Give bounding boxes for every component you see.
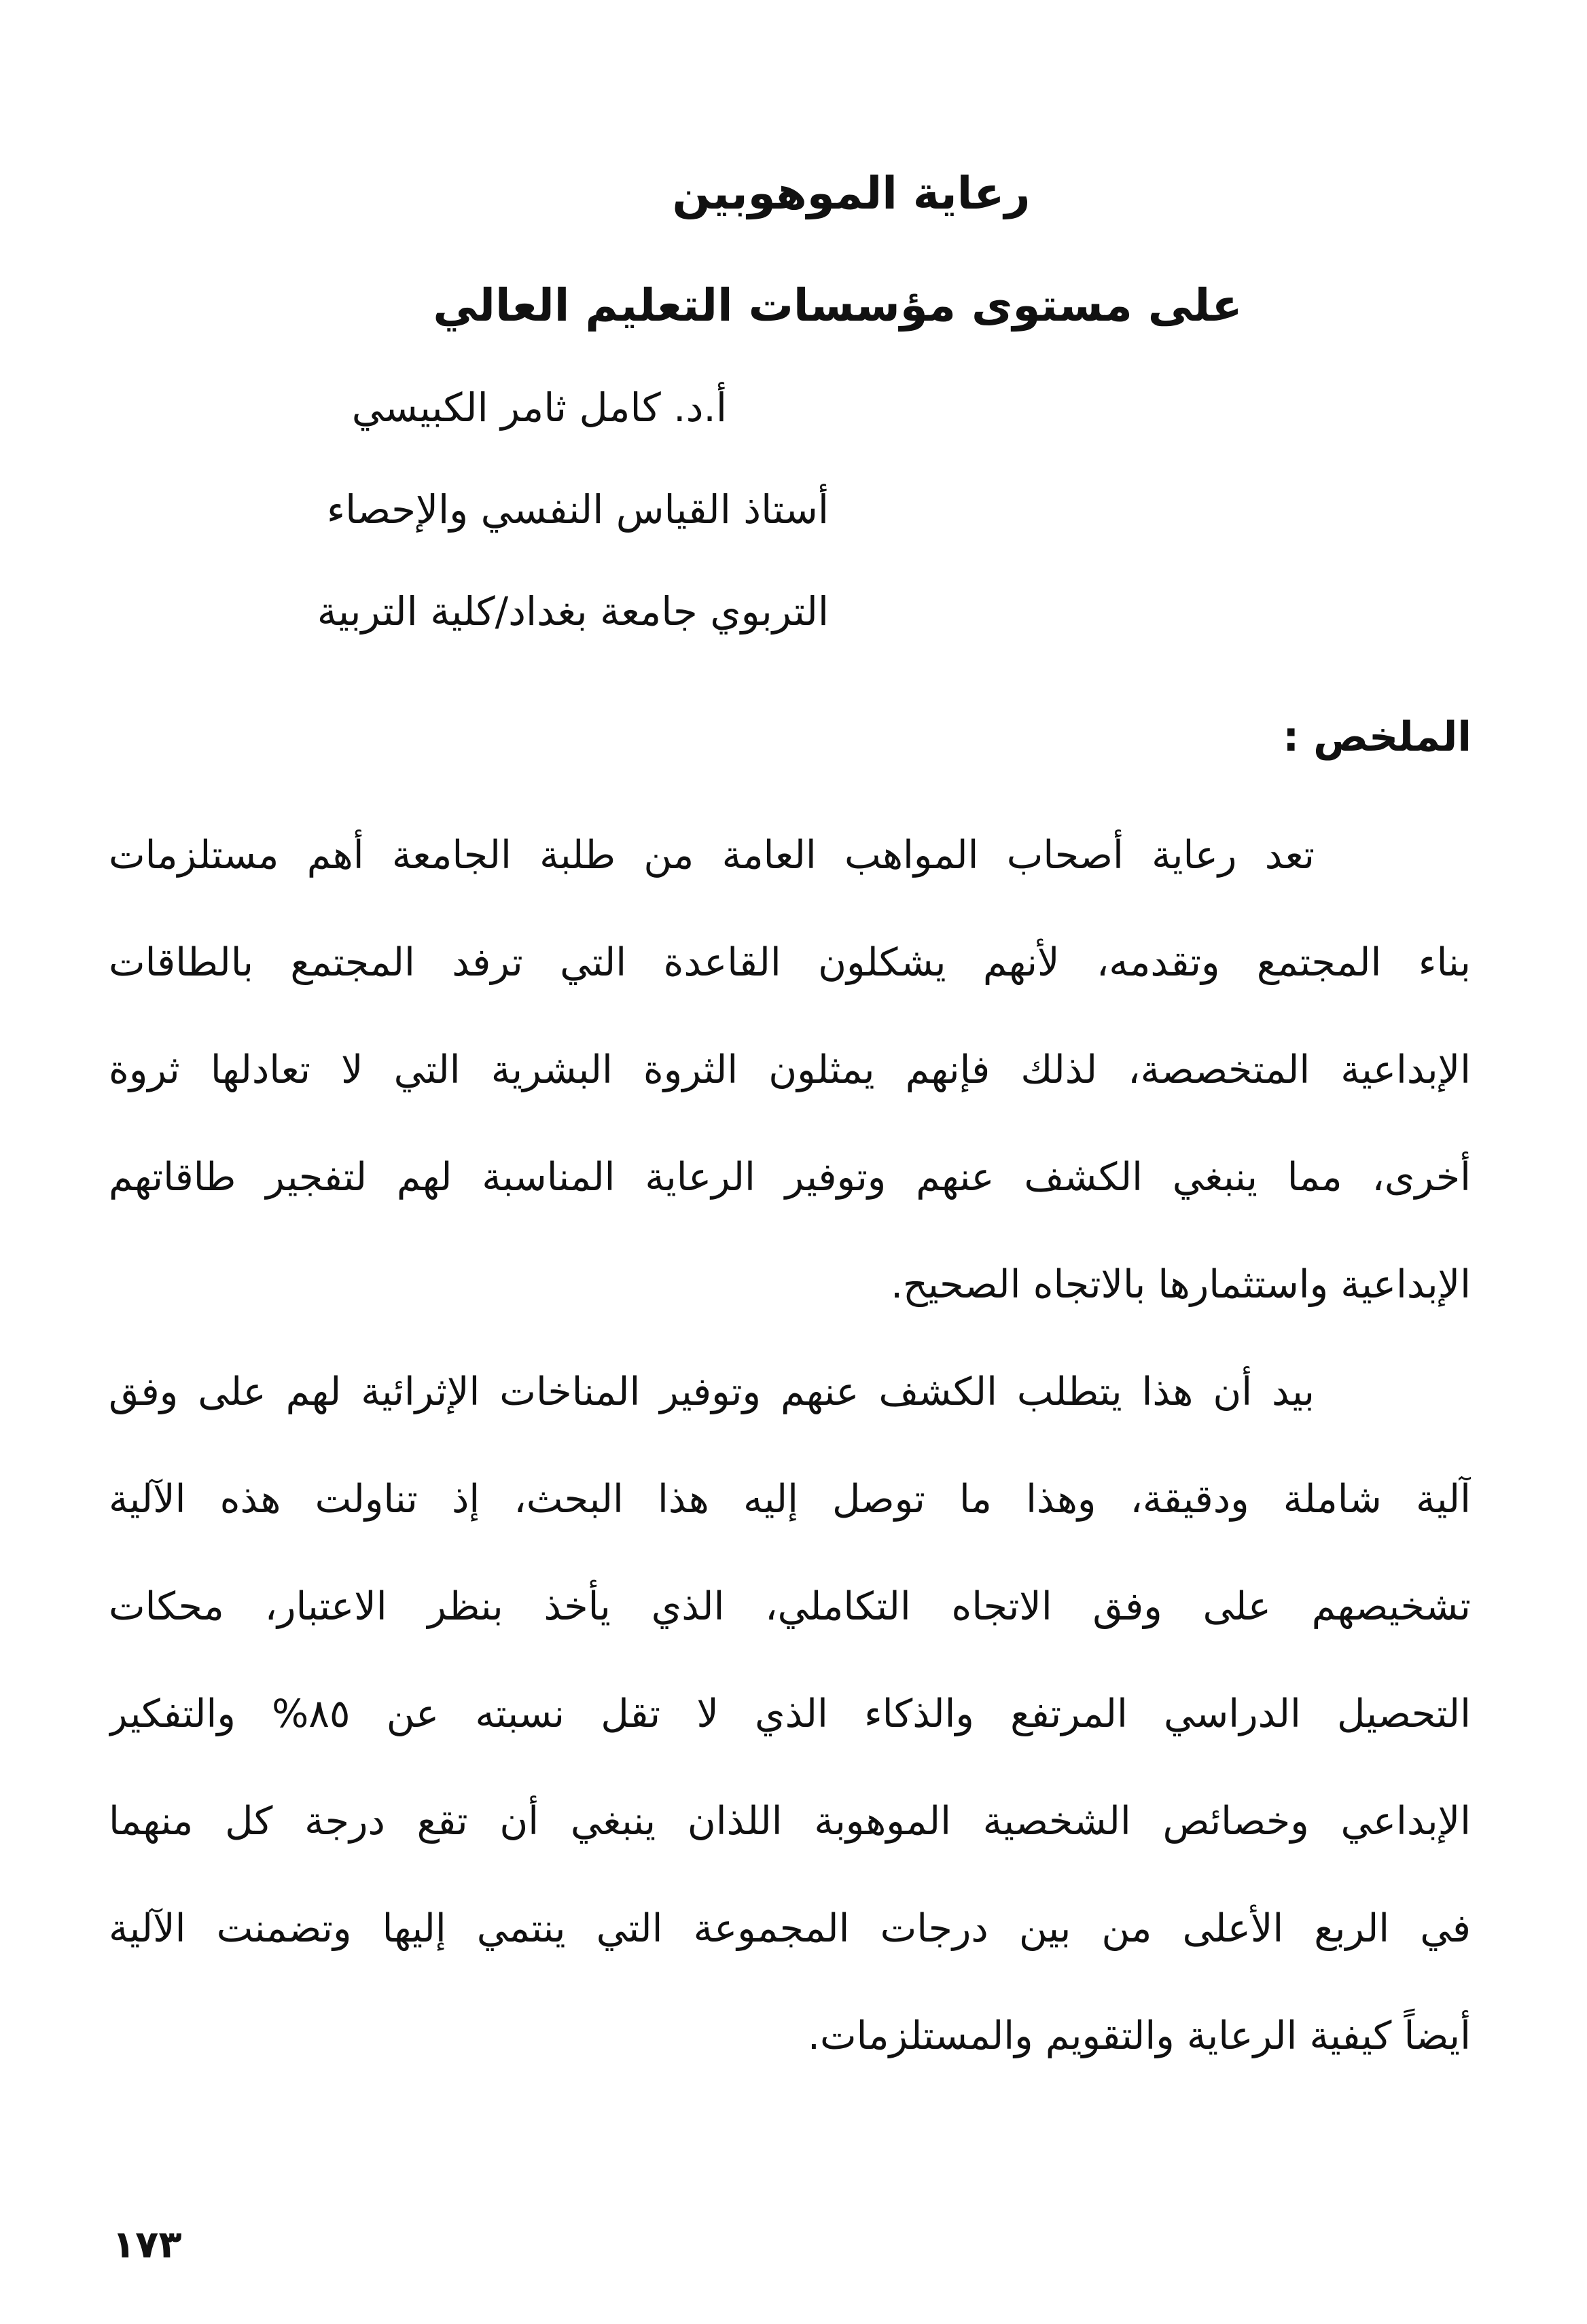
paragraph-line: الإبداعي وخصائص الشخصية الموهوبة اللذان ينبغي أن تقع درجة كل منهما xyxy=(109,1799,1471,1844)
author-name: أ.د. كامل ثامر الكبيسي xyxy=(351,385,727,431)
paragraph-line: أيضاً كيفية الرعاية والتقويم والمستلزمات. xyxy=(807,2014,1471,2058)
paragraph-line: بناء المجتمع وتقدمه، لأنهم يشكلون القاعدة التي ترفد المجتمع بالطاقات xyxy=(109,940,1471,985)
abstract-body xyxy=(109,802,1471,2090)
paragraph-line: في الربع الأعلى من بين درجات المجموعة التي ينتمي إليها وتضمنت الآلية xyxy=(109,1906,1471,1951)
paragraph-line: الإبداعية المتخصصة، لذلك فإنهم يمثلون الثروة البشرية التي لا تعادلها ثروة xyxy=(109,1048,1471,1092)
paragraph-line: تشخيصهم على وفق الاتجاه التكاملي، الذي يأخذ بنظر الاعتبار، محكات xyxy=(109,1584,1471,1629)
author-position-line-2: التربوي جامعة بغداد/كلية التربية xyxy=(317,588,829,634)
author-position-line-1: أستاذ القياس النفسي والإحصاء xyxy=(326,486,829,533)
page-number: ١٧٣ xyxy=(112,2223,182,2267)
paragraph-line: بيد أن هذا يتطلب الكشف عنهم وتوفير المناخات الإثرائية لهم على وفق xyxy=(109,1370,1315,1414)
page-title: رعاية الموهوبين xyxy=(672,167,1031,219)
paragraph-line: التحصيل الدراسي المرتفع والذكاء الذي لا تقل نسبته عن ٨٥% والتفكير xyxy=(109,1692,1471,1736)
paragraph-line: آلية شاملة ودقيقة، وهذا ما توصل إليه هذا البحث، إذ تناولت هذه الآلية xyxy=(109,1477,1471,1522)
abstract-heading: الملخص : xyxy=(1283,713,1472,761)
paragraph-line: الإبداعية واستثمارها بالاتجاه الصحيح. xyxy=(890,1262,1471,1307)
paragraph-line: تعد رعاية أصحاب المواهب العامة من طلبة الجامعة أهم مستلزمات xyxy=(109,833,1315,878)
page-subtitle: على مستوى مؤسسات التعليم العالي xyxy=(433,279,1243,332)
paragraph-line: أخرى، مما ينبغي الكشف عنهم وتوفير الرعاية المناسبة لهم لتفجير طاقاتهم xyxy=(109,1155,1471,1200)
